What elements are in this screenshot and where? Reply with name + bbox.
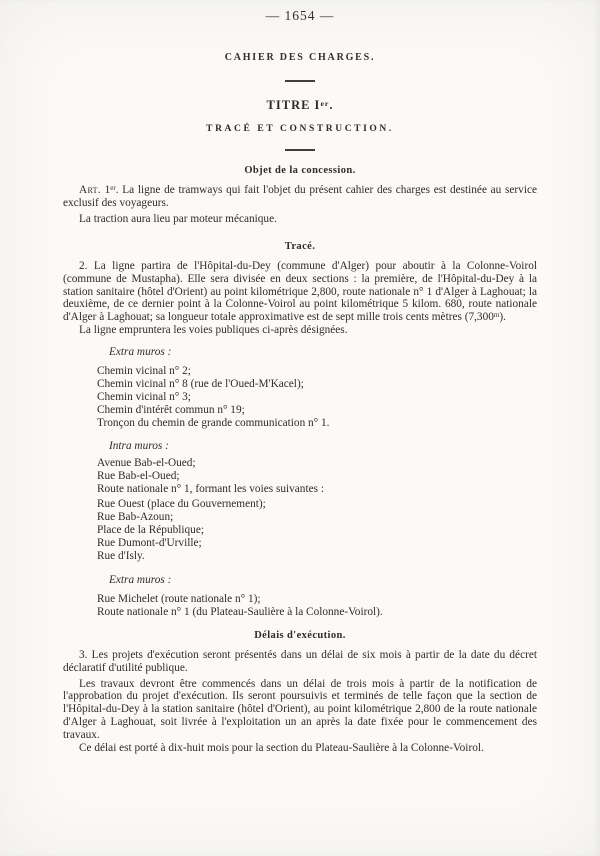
- street-list-intra-a: [97, 457, 537, 496]
- street-list-extra-2: [97, 593, 537, 619]
- street-list-item: Place de la République;: [97, 524, 204, 537]
- subtitle: TRACÉ ET CONSTRUCTION.: [206, 124, 394, 134]
- section-heading-trace: Tracé.: [284, 240, 316, 252]
- street-list-intra-b: [97, 498, 537, 563]
- paragraph-voies: La ligne empruntera les voies publiques ci-après désignées.: [79, 324, 348, 337]
- section-heading-objet: Objet de la concession.: [244, 165, 356, 176]
- divider: [285, 149, 315, 151]
- document-header: CAHIER DES CHARGES.: [224, 52, 376, 63]
- street-list-item: Route nationale n° 1 (du Plateau-Saulière à la Colonne-Voirol).: [97, 605, 383, 618]
- street-list-item: Rue Dumont-d'Urville;: [97, 537, 202, 550]
- subheading-intra-muros: Intra muros :: [109, 439, 169, 452]
- street-list-item: Rue Ouest (place du Gouvernement);: [97, 498, 266, 511]
- paragraph-travaux: Les travaux devront être commencés dans un délai de trois mois à partir de la notification de l'approbation du projet d'exécution. Ils seront poursuivis et terminés de telle façon que la section de l'Hôpital-du-Dey à la station sanitaire (hôtel d'Orient), au point kilométrique 2,800 de la route nationale d'Alger à Laghouat, soit livrée à l'exploitation un an après la date fixée pour le commencement des travaux.: [63, 677, 537, 742]
- paragraph-traction: La traction aura lieu par moteur mécanique.: [79, 212, 277, 225]
- subheading-extra-muros-1: Extra muros :: [109, 346, 172, 359]
- street-list-item: Avenue Bab-el-Oued;: [97, 456, 196, 469]
- street-list-item: Tronçon du chemin de grande communication n° 1.: [97, 416, 330, 429]
- divider: [285, 80, 315, 82]
- paragraph-article-3: 3. Les projets d'exécution seront présentés dans un délai de six mois à partir de la date du décret déclaratif d'utilité publique.: [63, 648, 537, 674]
- section-heading-delais: Délais d'exécution.: [254, 629, 346, 641]
- street-list-item: Chemin vicinal n° 2;: [97, 365, 191, 378]
- street-list-item: Rue Michelet (route nationale n° 1);: [97, 592, 261, 605]
- paragraph-article-2: 2. La ligne partira de l'Hôpital-du-Dey (commune d'Alger) pour aboutir à la Colonne-Voirol (commune de Mustapha). Elle sera divisée en deux sections : la première, de l'Hôpital-du-Dey à la station sanitaire (hôtel d'Orient) au point kilométrique 2,800, route nationale n° 1 d'Alger à Laghouat; la deuxième, de ce dernier point à la Colonne-Voirol au point kilométrique 5 kilom. 680, route nationale d'Alger à Laghouat; sa longueur totale approximative est de sept mille trois cents mètres (7,300$^m$).: [63, 259, 537, 324]
- page-number: — 1654 —: [265, 8, 335, 23]
- subheading-extra-muros-2: Extra muros :: [109, 573, 172, 586]
- title: TITRE Ier.: [266, 98, 334, 112]
- street-list-extra-1: [97, 365, 537, 430]
- paragraph-article-1: Art. 1er. La ligne de tramways qui fait l'objet du présent cahier des charges est destinée au service exclusif des voyageurs.: [63, 183, 537, 209]
- street-list-item: Rue d'Isly.: [97, 550, 145, 563]
- street-list-item: Chemin d'intérêt commun n° 19;: [97, 403, 245, 416]
- street-list-item: Rue Bab-Azoun;: [97, 511, 174, 524]
- paragraph-delai: Ce délai est porté à dix-huit mois pour la section du Plateau-Saulière à la Colonne-Voirol.: [79, 742, 484, 755]
- street-list-item: Chemin vicinal n° 3;: [97, 390, 191, 403]
- street-list-item: Route nationale n° 1, formant les voies suivantes :: [97, 482, 324, 495]
- street-list-item: Chemin vicinal n° 8 (rue de l'Oued-M'Kacel);: [97, 378, 304, 391]
- street-list-item: Rue Bab-el-Oued;: [97, 469, 180, 482]
